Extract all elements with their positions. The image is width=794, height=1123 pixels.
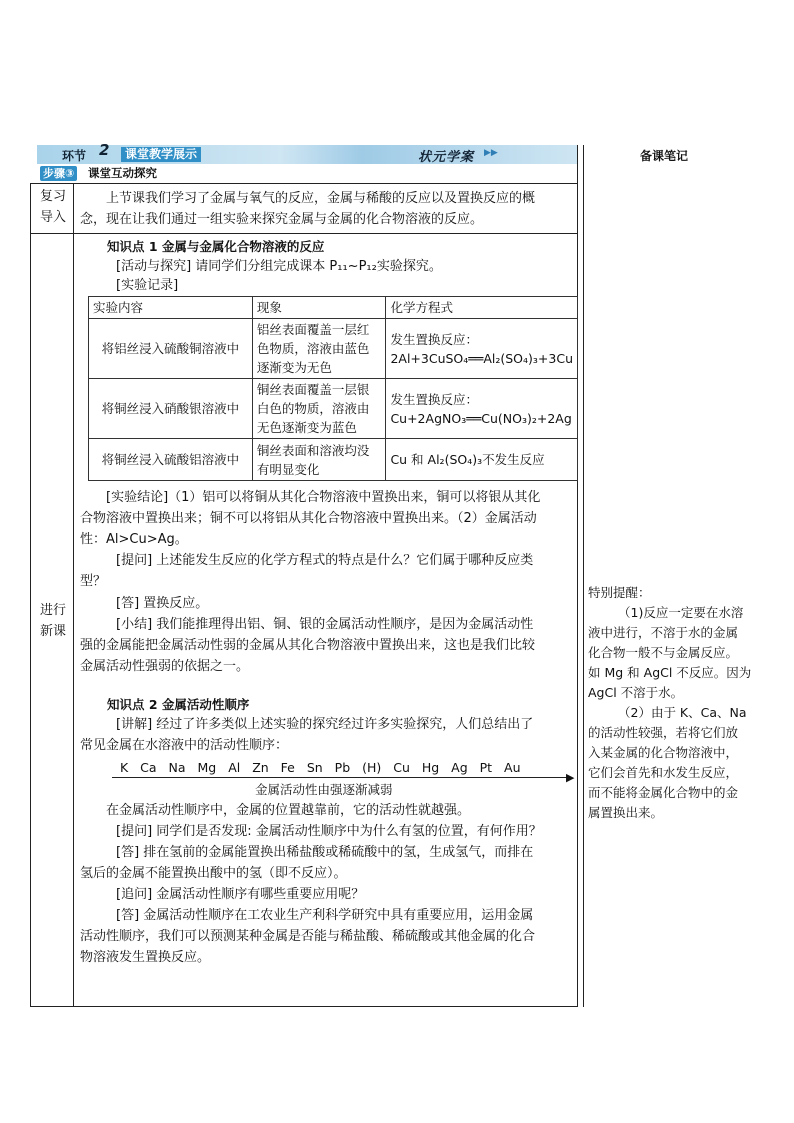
review-line: 上节课我们学习了金属与氧气的反应，金属与稀酸的反应以及置换反应的概	[106, 191, 536, 206]
table-cell: 铜丝表面和溶液均没有明显变化	[252, 439, 386, 481]
table-cell: 将铝丝浸入硫酸铜溶液中	[89, 319, 253, 379]
side-note-line: （1)反应一定要在水溶	[618, 605, 744, 620]
table-header-cell: 化学方程式	[386, 297, 578, 319]
review-row-divider	[30, 233, 578, 234]
new-lesson-label	[35, 600, 71, 642]
summary-line: 强的金属能把金属活动性弱的金属从其化合物溶液中置换出来，这也是我们比较	[80, 638, 536, 653]
side-note-line: 入某金属的化合物溶液中，	[588, 745, 739, 760]
table-header-cell: 实验内容	[89, 297, 253, 319]
explanation-line: 物溶液发生置换反应。	[80, 950, 211, 965]
section-title: 课堂教学展示	[121, 147, 201, 162]
side-note-line: 如 Mg 和 AgCl 不反应。因为	[588, 665, 752, 680]
new-lesson-label-line: 进行	[39, 603, 66, 618]
explanation-line: [答] 金属活动性顺序在工农业生产利科学研究中具有重要应用，运用金属	[116, 908, 534, 923]
table-row	[89, 319, 578, 379]
explanation-line: [追问] 金属活动性顺序有哪些重要应用呢？	[116, 887, 365, 902]
section-label: 环节	[62, 149, 87, 163]
review-label	[35, 186, 71, 228]
table-row	[89, 379, 578, 439]
activity-text: [活动与探究] 请同学们分组完成课本 P₁₁~P₁₂实验探究。	[116, 259, 442, 274]
table-header-row	[89, 297, 578, 319]
series-arrow-line	[112, 777, 572, 778]
explain-text	[80, 714, 574, 756]
table-cell: 发生置换反应：Cu+2AgNO₃══Cu(NO₃)₂+2Ag	[386, 379, 578, 439]
table-cell: 铝丝表面覆盖一层红色物质，溶液由蓝色逐渐变为无色	[252, 319, 386, 379]
review-label-line: 复习	[39, 189, 66, 204]
explain-line: [讲解] 经过了许多类似上述实验的探究经过许多实验探究，人们总结出了	[116, 717, 534, 732]
explanation-line: 在金属活动性顺序中，金属的位置越靠前，它的活动性就越强。	[106, 803, 471, 818]
explanation-line: 活动性顺序，我们可以预测某种金属是否能与稀盐酸、稀硫酸或其他金属的化合	[80, 929, 536, 944]
table-cell: Cu 和 Al₂(SO₄)₃不发生反应	[386, 439, 578, 481]
side-note-line: 而不能将金属化合物中的金	[588, 785, 739, 800]
side-note-line: 液中进行，不溶于水的金属	[588, 625, 739, 640]
activity-series: K Ca Na Mg Al Zn Fe Sn Pb (H) Cu Hg Ag Pt Au	[120, 760, 521, 775]
step-badge: 步骤③	[40, 166, 77, 181]
table-cell: 将铜丝浸入硫酸铝溶液中	[89, 439, 253, 481]
explain-line: 常见金属在水溶液中的活动性顺序：	[80, 738, 289, 753]
explanation-line: [答] 排在氢前的金属能置换出稀盐酸或稀硫酸中的氢，生成氢气，而排在	[116, 845, 534, 860]
double-arrow-icon: ▶▶	[484, 148, 498, 158]
table-cell: 发生置换反应：2Al+3CuSO₄══Al₂(SO₄)₃+3Cu	[386, 319, 578, 379]
side-note	[588, 583, 788, 823]
review-label-line: 导入	[39, 210, 66, 225]
question-text	[80, 550, 574, 592]
summary-line: [小结] 我们能推理得出铝、铜、银的金属活动性顺序，是因为金属活动性	[116, 617, 534, 632]
review-text	[80, 188, 574, 230]
arrow-right-icon: ▶	[566, 771, 575, 784]
side-note-line: 化合物一般不与金属反应。	[588, 645, 739, 660]
table-cell: 将铜丝浸入硝酸银溶液中	[89, 379, 253, 439]
knowledge-point-2-title: 知识点 2 金属活动性顺序	[107, 697, 250, 712]
answer-text: [答] 置换反应。	[116, 596, 209, 611]
conclusion-line: 性：Al>Cu>Ag。	[80, 532, 188, 547]
side-note-line: 属置换出来。	[588, 805, 664, 820]
summary-line: 金属活动性强弱的依据之一。	[80, 659, 250, 674]
step-title: 课堂互动探究	[88, 166, 157, 180]
conclusion-line: [实验结论]（1）铝可以将铜从其化合物溶液中置换出来，铜可以将银从其化	[106, 490, 541, 505]
table-cell: 铜丝表面覆盖一层银白色的物质，溶液由无色逐渐变为蓝色	[252, 379, 386, 439]
frame-top	[30, 183, 578, 184]
side-column-rule	[583, 145, 584, 1007]
side-note-title: 特别提醒：	[588, 585, 651, 600]
knowledge-point-1-title: 知识点 1 金属与金属化合物溶液的反应	[107, 239, 325, 254]
table-header-cell: 现象	[252, 297, 386, 319]
conclusion-text	[80, 487, 574, 550]
record-label: [实验记录]	[116, 278, 179, 293]
experiment-table	[88, 296, 578, 481]
review-line: 念，现在让我们通过一组实验来探究金属与金属的化合物溶液的反应。	[80, 212, 484, 227]
frame-label-divider	[73, 183, 74, 1007]
conclusion-line: 合物溶液中置换出来；铜不可以将铝从其化合物溶液中置换出来。（2）金属活动	[80, 511, 537, 526]
frame-right	[577, 145, 578, 1007]
frame-bottom	[30, 1006, 578, 1007]
question-line: 型？	[80, 574, 107, 589]
side-note-line: （2）由于 K、Ca、Na	[618, 705, 747, 720]
new-lesson-label-line: 新课	[39, 624, 66, 639]
frame-left	[30, 183, 31, 1007]
side-note-line: 的活动性较强，若将它们放	[588, 725, 739, 740]
series-caption: 金属活动性由强逐渐减弱	[255, 782, 393, 797]
explanation-text	[80, 800, 574, 968]
brand-logo: 状元学案	[418, 150, 475, 165]
table-row	[89, 439, 578, 481]
side-note-line: AgCl 不溶于水。	[588, 685, 684, 700]
explanation-line: [提问] 同学们是否发现: 金属活动性顺序中为什么有氢的位置，有何作用？	[116, 824, 542, 839]
question-line: [提问] 上述能发生反应的化学方程式的特点是什么？它们属于哪种反应类	[116, 553, 534, 568]
explanation-line: 氢后的金属不能置换出酸中的氢（即不反应）。	[80, 866, 347, 881]
section-number: 2	[99, 141, 110, 159]
side-note-line: 它们会首先和水发生反应，	[588, 765, 739, 780]
summary-text	[80, 614, 574, 677]
side-column-title: 备课笔记	[640, 149, 689, 163]
